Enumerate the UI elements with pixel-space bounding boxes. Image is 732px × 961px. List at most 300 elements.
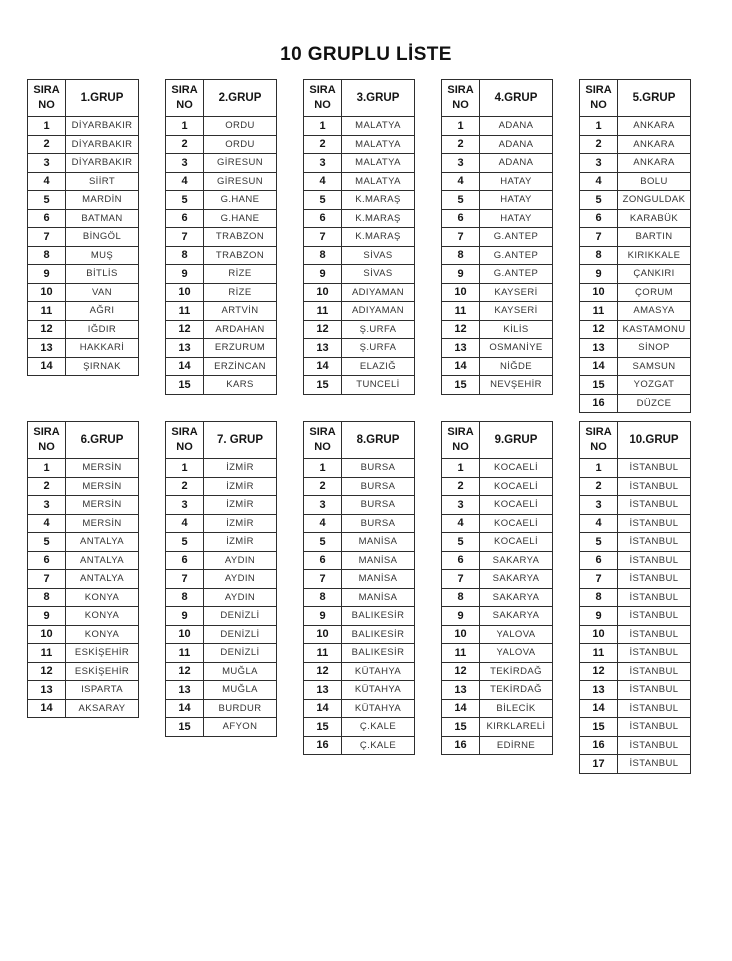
table-row [28, 625, 139, 644]
table-row [28, 662, 139, 681]
row-number-cell: 4 [442, 514, 480, 533]
city-cell: MALATYA [342, 172, 415, 191]
sira-no-header: SIRA NO [304, 422, 342, 459]
row-number-cell: 3 [304, 154, 342, 173]
row-number-cell: 13 [442, 339, 480, 358]
row-number-cell: 3 [166, 154, 204, 173]
table-row [28, 339, 139, 358]
table-row [28, 514, 139, 533]
city-cell: AYDIN [204, 588, 277, 607]
city-cell: MERSİN [66, 496, 139, 515]
row-number-cell: 13 [28, 681, 66, 700]
row-number-cell: 16 [304, 736, 342, 755]
city-cell: KOCAELİ [480, 533, 553, 552]
city-cell: SAKARYA [480, 570, 553, 589]
table-row [304, 228, 415, 247]
city-cell: TRABZON [204, 246, 277, 265]
city-cell: MERSİN [66, 514, 139, 533]
group-table-4 [441, 79, 553, 395]
row-number-cell: 1 [28, 117, 66, 136]
city-cell: Ç.KALE [342, 736, 415, 755]
city-cell: İSTANBUL [618, 570, 691, 589]
row-number-cell: 6 [442, 551, 480, 570]
table-row [442, 477, 553, 496]
city-cell: KIRKLARELİ [480, 718, 553, 737]
row-number-cell: 10 [166, 625, 204, 644]
city-cell: MUĞLA [204, 681, 277, 700]
row-number-cell: 11 [580, 644, 618, 663]
city-cell: KOCAELİ [480, 496, 553, 515]
table-row [166, 209, 277, 228]
row-number-cell: 10 [442, 625, 480, 644]
city-cell: AMASYA [618, 302, 691, 321]
table-row [580, 459, 691, 478]
table-row [166, 607, 277, 626]
table-row [166, 246, 277, 265]
table-row [442, 607, 553, 626]
table-row [442, 265, 553, 284]
city-cell: ISPARTA [66, 681, 139, 700]
city-cell: KIRIKKALE [618, 246, 691, 265]
row-number-cell: 2 [28, 477, 66, 496]
city-cell: İZMİR [204, 459, 277, 478]
header-row [442, 422, 553, 459]
group-table-10 [579, 421, 691, 774]
city-cell: BİLECİK [480, 699, 553, 718]
city-cell: MUĞLA [204, 662, 277, 681]
city-cell: DİYARBAKIR [66, 135, 139, 154]
city-cell: SAKARYA [480, 588, 553, 607]
city-cell: ORDU [204, 135, 277, 154]
city-cell: OSMANİYE [480, 339, 553, 358]
row-number-cell: 15 [580, 718, 618, 737]
row-number-cell: 2 [304, 135, 342, 154]
city-cell: BİNGÖL [66, 228, 139, 247]
city-cell: GİRESUN [204, 154, 277, 173]
city-cell: MERSİN [66, 477, 139, 496]
table-row [304, 496, 415, 515]
table-row [304, 662, 415, 681]
table-row [166, 191, 277, 210]
city-cell: İSTANBUL [618, 625, 691, 644]
row-number-cell: 6 [580, 551, 618, 570]
row-number-cell: 4 [166, 172, 204, 191]
row-number-cell: 8 [304, 246, 342, 265]
table-row [304, 246, 415, 265]
row-number-cell: 10 [28, 283, 66, 302]
city-cell: KOCAELİ [480, 477, 553, 496]
city-cell: K.MARAŞ [342, 228, 415, 247]
group-label-header: 8.GRUP [342, 422, 415, 459]
row-number-cell: 13 [166, 339, 204, 358]
row-number-cell: 4 [304, 514, 342, 533]
row-number-cell: 7 [28, 228, 66, 247]
city-cell: SAKARYA [480, 551, 553, 570]
group-table-1 [27, 79, 139, 376]
table-row [580, 477, 691, 496]
city-cell: SİNOP [618, 339, 691, 358]
row-number-cell: 3 [28, 496, 66, 515]
row-number-cell: 3 [28, 154, 66, 173]
table-row [580, 302, 691, 321]
city-cell: KİLİS [480, 320, 553, 339]
table-row [304, 533, 415, 552]
table-row [304, 117, 415, 136]
table-row [304, 736, 415, 755]
table-row [28, 551, 139, 570]
sira-no-header: SIRA NO [28, 422, 66, 459]
city-cell: İSTANBUL [618, 699, 691, 718]
city-cell: AYDIN [204, 551, 277, 570]
table-row [166, 588, 277, 607]
table-row [304, 376, 415, 395]
city-cell: YALOVA [480, 644, 553, 663]
table-row [304, 191, 415, 210]
row-number-cell: 1 [304, 459, 342, 478]
city-cell: MALATYA [342, 154, 415, 173]
row-number-cell: 12 [442, 662, 480, 681]
row-number-cell: 12 [580, 662, 618, 681]
table-row [166, 533, 277, 552]
city-cell: DÜZCE [618, 394, 691, 413]
group-label-header: 2.GRUP [204, 80, 277, 117]
city-cell: ARDAHAN [204, 320, 277, 339]
table-row [580, 376, 691, 395]
city-cell: KAYSERİ [480, 302, 553, 321]
row-number-cell: 4 [304, 172, 342, 191]
table-row [304, 283, 415, 302]
group-table-6 [27, 421, 139, 718]
table-row [580, 681, 691, 700]
city-cell: KÜTAHYA [342, 699, 415, 718]
row-number-cell: 9 [28, 265, 66, 284]
row-number-cell: 12 [580, 320, 618, 339]
group-label-header: 5.GRUP [618, 80, 691, 117]
row-number-cell: 1 [580, 459, 618, 478]
page-title: 10 GRUPLU LİSTE [280, 44, 452, 65]
row-number-cell: 12 [166, 662, 204, 681]
table-row [28, 588, 139, 607]
city-cell: Ş.URFA [342, 339, 415, 358]
table-row [580, 496, 691, 515]
table-row [580, 209, 691, 228]
city-cell: İZMİR [204, 514, 277, 533]
city-cell: AFYON [204, 718, 277, 737]
group-table-5 [579, 79, 691, 413]
city-cell: KÜTAHYA [342, 662, 415, 681]
row-number-cell: 3 [442, 154, 480, 173]
table-row [304, 699, 415, 718]
table-row [28, 699, 139, 718]
city-cell: TUNCELİ [342, 376, 415, 395]
row-number-cell: 11 [28, 302, 66, 321]
table-row [304, 625, 415, 644]
row-number-cell: 14 [580, 357, 618, 376]
row-number-cell: 16 [442, 736, 480, 755]
row-number-cell: 5 [442, 191, 480, 210]
row-number-cell: 11 [28, 644, 66, 663]
table-row [166, 514, 277, 533]
city-cell: RİZE [204, 265, 277, 284]
city-cell: BİTLİS [66, 265, 139, 284]
table-row [442, 117, 553, 136]
header-row [304, 422, 415, 459]
table-row [580, 755, 691, 774]
city-cell: İSTANBUL [618, 755, 691, 774]
city-cell: KONYA [66, 588, 139, 607]
sira-no-header: SIRA NO [166, 422, 204, 459]
row-number-cell: 9 [580, 265, 618, 284]
row-number-cell: 7 [442, 570, 480, 589]
table-row [304, 570, 415, 589]
table-row [442, 496, 553, 515]
row-number-cell: 4 [28, 172, 66, 191]
table-row [304, 588, 415, 607]
city-cell: SAKARYA [480, 607, 553, 626]
row-number-cell: 8 [580, 588, 618, 607]
table-row [442, 191, 553, 210]
row-number-cell: 9 [442, 607, 480, 626]
row-number-cell: 2 [580, 477, 618, 496]
city-cell: BURSA [342, 459, 415, 478]
row-number-cell: 8 [442, 246, 480, 265]
table-row [580, 551, 691, 570]
table-row [442, 283, 553, 302]
row-number-cell: 4 [580, 514, 618, 533]
city-cell: İSTANBUL [618, 607, 691, 626]
row-number-cell: 13 [28, 339, 66, 358]
table-row [304, 339, 415, 358]
table-row [166, 339, 277, 358]
group-label-header: 4.GRUP [480, 80, 553, 117]
row-number-cell: 13 [304, 681, 342, 700]
city-cell: ŞIRNAK [66, 357, 139, 376]
row-number-cell: 5 [166, 191, 204, 210]
city-cell: YALOVA [480, 625, 553, 644]
table-row [580, 607, 691, 626]
table-row [442, 644, 553, 663]
table-row [28, 265, 139, 284]
city-cell: ADIYAMAN [342, 302, 415, 321]
row-number-cell: 6 [442, 209, 480, 228]
table-row [166, 357, 277, 376]
row-number-cell: 2 [166, 135, 204, 154]
group-table-8 [303, 421, 415, 755]
city-cell: SAMSUN [618, 357, 691, 376]
city-cell: ANTALYA [66, 533, 139, 552]
row-number-cell: 10 [580, 283, 618, 302]
city-cell: BARTIN [618, 228, 691, 247]
row-number-cell: 9 [304, 265, 342, 284]
row-number-cell: 6 [28, 209, 66, 228]
city-cell: ANKARA [618, 135, 691, 154]
city-cell: ESKİŞEHİR [66, 644, 139, 663]
row-number-cell: 10 [304, 283, 342, 302]
row-number-cell: 6 [304, 551, 342, 570]
city-cell: ORDU [204, 117, 277, 136]
row-number-cell: 3 [580, 496, 618, 515]
header-row [580, 422, 691, 459]
city-cell: Ç.KALE [342, 718, 415, 737]
row-number-cell: 9 [304, 607, 342, 626]
city-cell: K.MARAŞ [342, 191, 415, 210]
city-cell: İSTANBUL [618, 644, 691, 663]
city-cell: MALATYA [342, 117, 415, 136]
table-row [166, 477, 277, 496]
row-number-cell: 3 [580, 154, 618, 173]
row-number-cell: 10 [28, 625, 66, 644]
row-number-cell: 12 [166, 320, 204, 339]
table-row [580, 265, 691, 284]
city-cell: DENİZLİ [204, 644, 277, 663]
table-row [28, 246, 139, 265]
row-number-cell: 16 [580, 736, 618, 755]
header-row [580, 80, 691, 117]
row-number-cell: 14 [28, 357, 66, 376]
row-number-cell: 12 [28, 320, 66, 339]
row-number-cell: 1 [304, 117, 342, 136]
city-cell: İZMİR [204, 533, 277, 552]
row-number-cell: 7 [304, 228, 342, 247]
city-cell: DİYARBAKIR [66, 154, 139, 173]
table-row [304, 477, 415, 496]
city-cell: İSTANBUL [618, 514, 691, 533]
row-number-cell: 8 [166, 588, 204, 607]
table-row [166, 320, 277, 339]
row-number-cell: 13 [442, 681, 480, 700]
city-cell: MERSİN [66, 459, 139, 478]
row-number-cell: 13 [580, 681, 618, 700]
table-row [166, 570, 277, 589]
table-row [580, 514, 691, 533]
table-row [442, 570, 553, 589]
group-table-2 [165, 79, 277, 395]
table-row [28, 459, 139, 478]
city-cell: KARS [204, 376, 277, 395]
group-label-header: 6.GRUP [66, 422, 139, 459]
row-number-cell: 11 [304, 644, 342, 663]
table-row [580, 662, 691, 681]
row-number-cell: 9 [580, 607, 618, 626]
table-row [28, 681, 139, 700]
row-number-cell: 1 [442, 117, 480, 136]
table-row [442, 302, 553, 321]
table-row [304, 135, 415, 154]
row-number-cell: 7 [580, 570, 618, 589]
row-number-cell: 1 [442, 459, 480, 478]
table-row [166, 662, 277, 681]
row-number-cell: 1 [580, 117, 618, 136]
city-cell: G.ANTEP [480, 228, 553, 247]
sira-no-header: SIRA NO [166, 80, 204, 117]
city-cell: ADANA [480, 135, 553, 154]
table-row [28, 302, 139, 321]
row-number-cell: 5 [166, 533, 204, 552]
city-cell: ERZİNCAN [204, 357, 277, 376]
row-number-cell: 11 [304, 302, 342, 321]
city-cell: ADIYAMAN [342, 283, 415, 302]
group-label-header: 3.GRUP [342, 80, 415, 117]
city-cell: AYDIN [204, 570, 277, 589]
row-number-cell: 14 [304, 357, 342, 376]
row-number-cell: 17 [580, 755, 618, 774]
row-number-cell: 9 [166, 265, 204, 284]
row-number-cell: 10 [442, 283, 480, 302]
city-cell: ELAZIĞ [342, 357, 415, 376]
table-row [28, 607, 139, 626]
row-number-cell: 6 [166, 551, 204, 570]
city-cell: G.ANTEP [480, 265, 553, 284]
row-number-cell: 4 [166, 514, 204, 533]
table-row [442, 320, 553, 339]
city-cell: NEVŞEHİR [480, 376, 553, 395]
table-row [166, 459, 277, 478]
row-number-cell: 2 [580, 135, 618, 154]
row-number-cell: 1 [166, 459, 204, 478]
row-number-cell: 5 [580, 533, 618, 552]
row-number-cell: 2 [28, 135, 66, 154]
table-row [166, 135, 277, 154]
group-label-header: 7. GRUP [204, 422, 277, 459]
city-cell: MUŞ [66, 246, 139, 265]
city-cell: İZMİR [204, 477, 277, 496]
header-row [166, 422, 277, 459]
table-row [580, 117, 691, 136]
row-number-cell: 6 [166, 209, 204, 228]
city-cell: ADANA [480, 154, 553, 173]
city-cell: ANTALYA [66, 551, 139, 570]
row-number-cell: 5 [28, 533, 66, 552]
city-cell: İSTANBUL [618, 477, 691, 496]
group-label-header: 10.GRUP [618, 422, 691, 459]
city-cell: DENİZLİ [204, 625, 277, 644]
table-row [166, 228, 277, 247]
row-number-cell: 12 [28, 662, 66, 681]
city-cell: ANTALYA [66, 570, 139, 589]
table-row [442, 625, 553, 644]
city-cell: KONYA [66, 607, 139, 626]
city-cell: KOCAELİ [480, 459, 553, 478]
table-row [580, 246, 691, 265]
row-number-cell: 15 [442, 718, 480, 737]
table-row [28, 135, 139, 154]
table-row [28, 117, 139, 136]
city-cell: ERZURUM [204, 339, 277, 358]
row-number-cell: 5 [304, 191, 342, 210]
city-cell: NİĞDE [480, 357, 553, 376]
table-row [28, 172, 139, 191]
row-number-cell: 11 [442, 302, 480, 321]
row-number-cell: 5 [28, 191, 66, 210]
row-number-cell: 2 [442, 135, 480, 154]
row-number-cell: 9 [166, 607, 204, 626]
table-row [442, 376, 553, 395]
city-cell: BURDUR [204, 699, 277, 718]
table-row [442, 718, 553, 737]
row-number-cell: 11 [166, 644, 204, 663]
table-row [442, 154, 553, 173]
city-cell: KARABÜK [618, 209, 691, 228]
row-number-cell: 15 [166, 376, 204, 395]
row-number-cell: 14 [442, 357, 480, 376]
row-number-cell: 10 [166, 283, 204, 302]
city-cell: BALIKESİR [342, 644, 415, 663]
row-number-cell: 15 [580, 376, 618, 395]
table-row [166, 302, 277, 321]
city-cell: HATAY [480, 209, 553, 228]
row-number-cell: 15 [442, 376, 480, 395]
row-number-cell: 15 [304, 376, 342, 395]
